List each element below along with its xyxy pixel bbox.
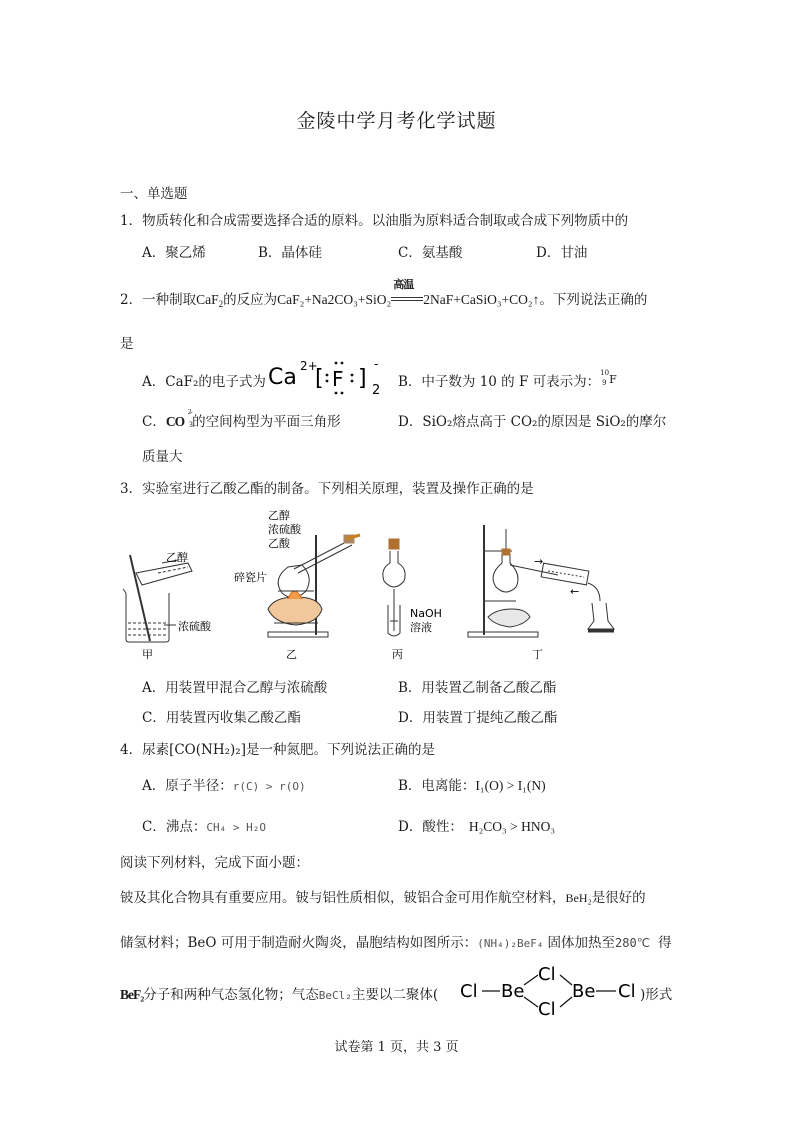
becl2-dimer-structure bbox=[460, 963, 640, 1017]
label-yi-chips: 碎瓷片 bbox=[234, 571, 267, 584]
q4-c-formula: CH₄ > H₂O bbox=[206, 821, 266, 834]
q2-b-text: B．中子数为 10 的 F 可表示为： bbox=[398, 374, 601, 390]
q4-d-formula: H₂CO₃ > HNO₃ bbox=[468, 819, 556, 834]
apparatus-bing bbox=[383, 539, 405, 636]
label-jia-acid: 浓硫酸 bbox=[178, 620, 211, 633]
q2-prefix: 2．一种制取 bbox=[120, 292, 197, 308]
svg-text:Cl: Cl bbox=[538, 964, 556, 985]
label-jia-ethanol: 乙醇 bbox=[166, 551, 188, 564]
q2-suffix: 。下列说法正确的 bbox=[539, 292, 648, 308]
label-yi-acetic: 乙酸 bbox=[268, 537, 290, 550]
label-bing-solution: 溶液 bbox=[410, 621, 432, 634]
fluoride-count: 2 bbox=[372, 383, 381, 398]
nuclide-notation: 10 9 F bbox=[600, 369, 617, 387]
carbonate-ion: CO 2- 3 bbox=[165, 408, 192, 429]
q2-mid: 的反应为 bbox=[223, 292, 278, 308]
q2-c-prefix: C． bbox=[142, 414, 166, 430]
question-1-stem: 1．物质转化和合成需要选择合适的原料。以油脂为原料适合制取或合成下列物质中的 bbox=[120, 213, 629, 229]
nh4-befluoride-formula: (NH₄)₂BeF₄ bbox=[477, 937, 544, 950]
label-yi-acid: 浓硫酸 bbox=[268, 523, 301, 536]
becl2-formula: BeCl₂ bbox=[318, 989, 352, 1002]
flow-arrow-in: → bbox=[534, 555, 544, 568]
q2-reactants: CaF₂+Na2CO₃+SiO₂ bbox=[277, 292, 392, 307]
svg-text:Cl: Cl bbox=[460, 981, 478, 1002]
question-2-stem-line2: 是 bbox=[120, 336, 134, 352]
q2-reaction-arrow bbox=[391, 278, 423, 304]
caption-ding: 丁 bbox=[532, 648, 543, 661]
question-2-stem bbox=[120, 278, 648, 309]
question-1-option-c: C．氨基酸 bbox=[398, 245, 463, 261]
q2-caf2: CaF$_2$ bbox=[196, 292, 224, 309]
q4-a-formula: r(C) > r(O) bbox=[232, 780, 306, 793]
page-footer: 试卷第 1 页，共 3 页 bbox=[334, 1040, 459, 1055]
question-3-option-d: D．用装置丁提纯乙酸乙酯 bbox=[398, 710, 558, 726]
svg-text:Cl: Cl bbox=[538, 999, 556, 1017]
reading-intro: 阅读下列材料，完成下面小题： bbox=[120, 855, 309, 871]
label-bing-naoh: NaOH bbox=[410, 607, 442, 620]
apparatus-ding bbox=[468, 525, 614, 637]
reading-line-3: BeF₂分子和两种气态氢化物；气态BeCl₂主要以二聚体( bbox=[120, 987, 439, 1003]
question-3-stem: 3．实验室进行乙酸乙酯的制备。下列相关原理，装置及操作正确的是 bbox=[120, 481, 534, 497]
page-title: 金陵中学月考化学试题 bbox=[296, 110, 497, 132]
caption-bing: 丙 bbox=[392, 648, 403, 661]
calcium-symbol: Ca bbox=[268, 365, 297, 390]
beh2-formula: BeH₂ bbox=[565, 891, 592, 905]
fluorine-symbol: F bbox=[332, 367, 344, 391]
bef2-formula: BeF₂ bbox=[120, 987, 144, 1002]
fluoride-charge: - bbox=[374, 357, 379, 371]
question-3-option-c: C．用装置丙收集乙酸乙酯 bbox=[142, 710, 301, 726]
q2-c-text: 的空间构型为平面三角形 bbox=[192, 414, 341, 430]
question-4-option-b: B．电离能：I₁(O) > I₁(N) bbox=[398, 778, 546, 794]
apparatus-yi bbox=[268, 535, 360, 637]
temperature: 280℃ bbox=[615, 936, 651, 950]
reading-line-3-end: )形式 bbox=[640, 987, 673, 1003]
q2-products: 2NaF+CaSiO₃+CO₂↑ bbox=[423, 292, 540, 307]
caption-yi: 乙 bbox=[286, 648, 297, 661]
question-2-option-b bbox=[398, 370, 622, 390]
apparatus-figure bbox=[118, 505, 638, 663]
question-4-option-c: C．沸点：CH₄ > H₂O bbox=[142, 819, 266, 835]
svg-text:Be: Be bbox=[501, 981, 525, 1002]
question-3-option-a: A．用装置甲混合乙醇与浓硫酸 bbox=[142, 680, 328, 696]
question-4-stem: 4．尿素[CO(NH₂)₂]是一种氮肥。下列说法正确的是 bbox=[120, 742, 435, 758]
svg-text:Cl: Cl bbox=[618, 981, 636, 1002]
question-2-option-d-line2: 质量大 bbox=[142, 449, 183, 465]
question-1-option-a: A．聚乙烯 bbox=[142, 245, 206, 261]
svg-text:Be: Be bbox=[572, 981, 596, 1002]
bracket-left: [ bbox=[315, 366, 324, 391]
caf2-electron-formula bbox=[268, 356, 388, 398]
reading-line-1: 铍及其化合物具有重要应用。铍与铝性质相似，铍铝合金可用作航空材料，BeH₂是很好的 bbox=[120, 890, 646, 906]
bracket-right: ] bbox=[358, 366, 367, 391]
flow-arrow-out: ← bbox=[570, 585, 580, 598]
q2-condition: 高温 bbox=[393, 278, 414, 291]
reading-line-2: 储氢材料；BeO 可用于制造耐火陶炎，晶胞结构如图所示：(NH₄)₂BeF₄ 固体加热至280℃ 得 bbox=[120, 935, 672, 951]
question-2-option-a bbox=[142, 370, 266, 390]
question-2-option-c bbox=[142, 410, 341, 430]
question-1-option-b: B．晶体硅 bbox=[258, 245, 322, 261]
q2-a-text: A．CaF₂的电子式为 bbox=[142, 374, 266, 390]
question-1-option-d: D．甘油 bbox=[536, 245, 588, 261]
q4-b-formula: I₁(O) > I₁(N) bbox=[475, 778, 546, 793]
question-3-option-b: B．用装置乙制备乙酸乙酯 bbox=[398, 680, 557, 696]
question-2-option-d: D．SiO₂熔点高于 CO₂的原因是 SiO₂的摩尔 bbox=[398, 414, 667, 430]
label-yi-ethanol: 乙醇 bbox=[268, 509, 290, 522]
question-4-option-a: A．原子半径：r(C) > r(O) bbox=[142, 778, 306, 794]
question-4-option-d: D．酸性： H₂CO₃ > HNO₃ bbox=[398, 819, 556, 835]
section-heading: 一、单选题 bbox=[120, 186, 188, 202]
calcium-charge: 2+ bbox=[300, 359, 318, 373]
caption-jia: 甲 bbox=[142, 648, 153, 661]
